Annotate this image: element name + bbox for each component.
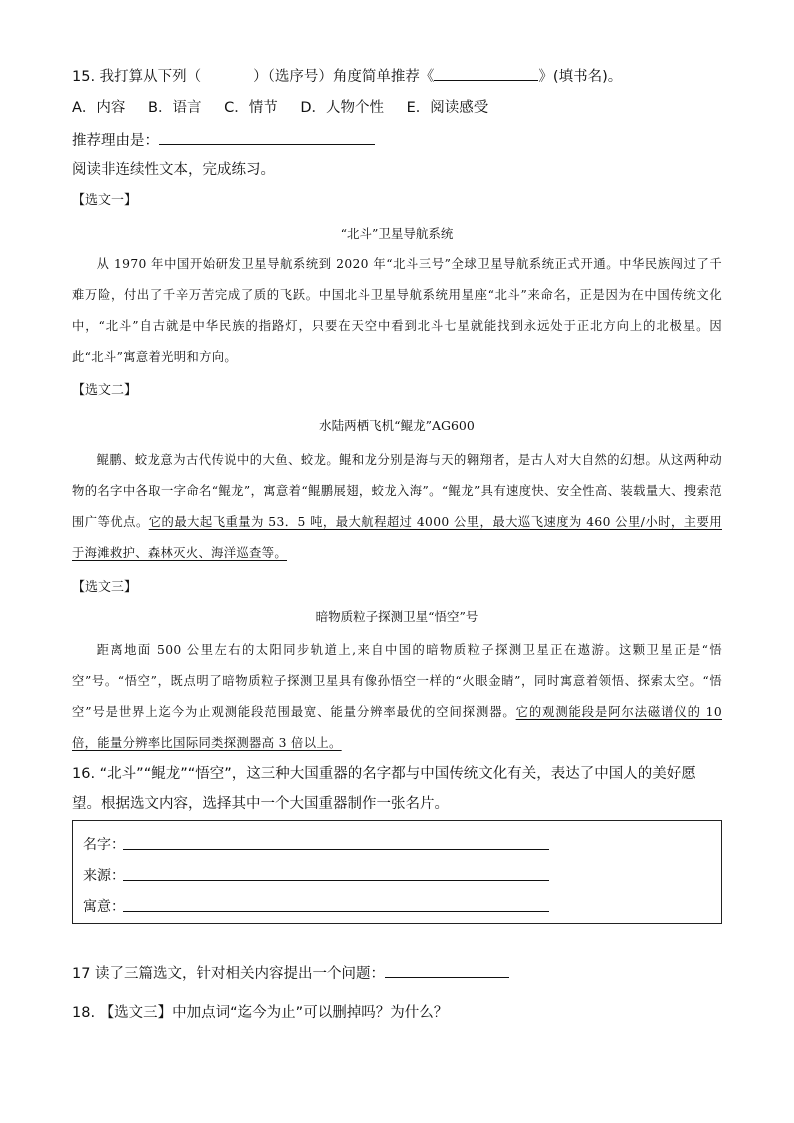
q17-line [72,963,509,984]
card-field-source-label: 来源： [83,868,125,884]
q15-suffix: 》(填书名)。 [538,69,623,85]
sel1-text: 从 1970 年中国开始研发卫星导航系统到 2020 年“北斗三号”全球卫星导航系统正式开通。中华民族闯过了千难万险，付出了千辛万苦完成了质的飞跃。中国北斗卫星导航系统用星座“北斗”来命名，正是因为在中国传统文化中，“北斗”自古就是中华民族的指路灯，只要在天空中看到北斗七星就能找到永远处于正北方向上的北极星。因此“北斗”寓意着光明和方向。 [72,257,722,364]
q15-option-e: E．阅读感受 [406,100,489,116]
q15-option-d: D．人物个性 [300,100,384,116]
q15-option-b: B．语言 [148,100,202,116]
card-field-source-line[interactable] [123,880,549,881]
q15-book-blank[interactable] [434,66,538,81]
q15-options [72,98,506,118]
q17-answer-blank[interactable] [385,963,509,978]
sel3-title: 暗物质粒子探测卫星“悟空”号 [315,609,479,624]
sel3-tag: 【选文三】 [72,580,138,595]
sel2-text [72,445,722,569]
q15-number: 15. [72,69,96,85]
q16-line2: 望。根据选文内容，选择其中一个大国重器制作一张名片。 [72,796,449,812]
card-field-meaning-line[interactable] [123,911,549,912]
q15-option-a: A．内容 [72,100,126,116]
card-field-name-label: 名字： [83,837,125,853]
q15-line [72,66,622,87]
q15-prefix: 我打算从下列（ [99,69,202,85]
q15-reason-label: 推荐理由是： [72,133,159,149]
q15-reason-blank[interactable] [159,130,375,145]
q15-option-c: C．情节 [224,100,278,116]
card-field-name-line[interactable] [123,849,549,850]
sel3-text-plain: 距离地面 500 公里左右的太阳同步轨道上,来自中国的暗物质粒子探测卫星正在遨游。这颗卫星正是“悟空”号。“悟空”，既点明了暗物质粒子探测卫星具有像孙悟空一样的“火眼金睛”，同时寓意着领悟、探索太空。“悟空”号是世界上迄今为止观测能段范围最宽、能量分辨率最优的空间探测器。 [72,643,722,719]
sel2-text-plain: 鲲鹏、蛟龙意为古代传说中的大鱼、蛟龙。鲲和龙分别是海与天的翱翔者，是古人对大自然的幻想。从这两种动物的名字中各取一字命名“鲲龙”，寓意着“鲲鹏展翅，蛟龙入海”。“鲲龙”具有速度快、安全性高、装载量大、搜索范围广等优点。 [72,453,722,529]
q18-text: 18. 【选文三】中加点词“迄今为止”可以删掉吗？为什么？ [72,1005,449,1021]
sel3-text [72,635,722,759]
card-field-meaning-label: 寓意： [83,899,125,915]
name-card-box [72,820,722,924]
reading-intro: 阅读非连续性文本，完成练习。 [72,162,275,178]
q15-middle: ）（选序号）角度简单推荐《 [253,69,435,85]
sel2-tag: 【选文二】 [72,383,138,398]
q16-line1: 16. “北斗”“鲲龙”“悟空”，这三种大国重器的名字都与中国传统文化有关，表达了中国人的美好愿 [72,766,696,782]
sel2-title: 水陆两栖飞机“鲲龙”AG600 [319,418,475,433]
q17-text: 17 读了三篇选文，针对相关内容提出一个问题： [72,966,386,982]
sel3-text-underlined: 它的观测能段是阿尔法磁谱仪的 10 倍，能量分辨率比国际同类探测器高 3 倍以上。 [72,705,722,750]
q15-reason [72,130,375,151]
sel2-text-underlined: 它的最大起飞重量为 53．5 吨，最大航程超过 4000 公里，最大巡飞速度为 460 公里/小时，主要用于海滩救护、森林灭火、海洋巡查等。 [72,515,722,560]
sel1-title: “北斗”卫星导航系统 [340,226,454,241]
sel1-tag: 【选文一】 [72,193,138,208]
